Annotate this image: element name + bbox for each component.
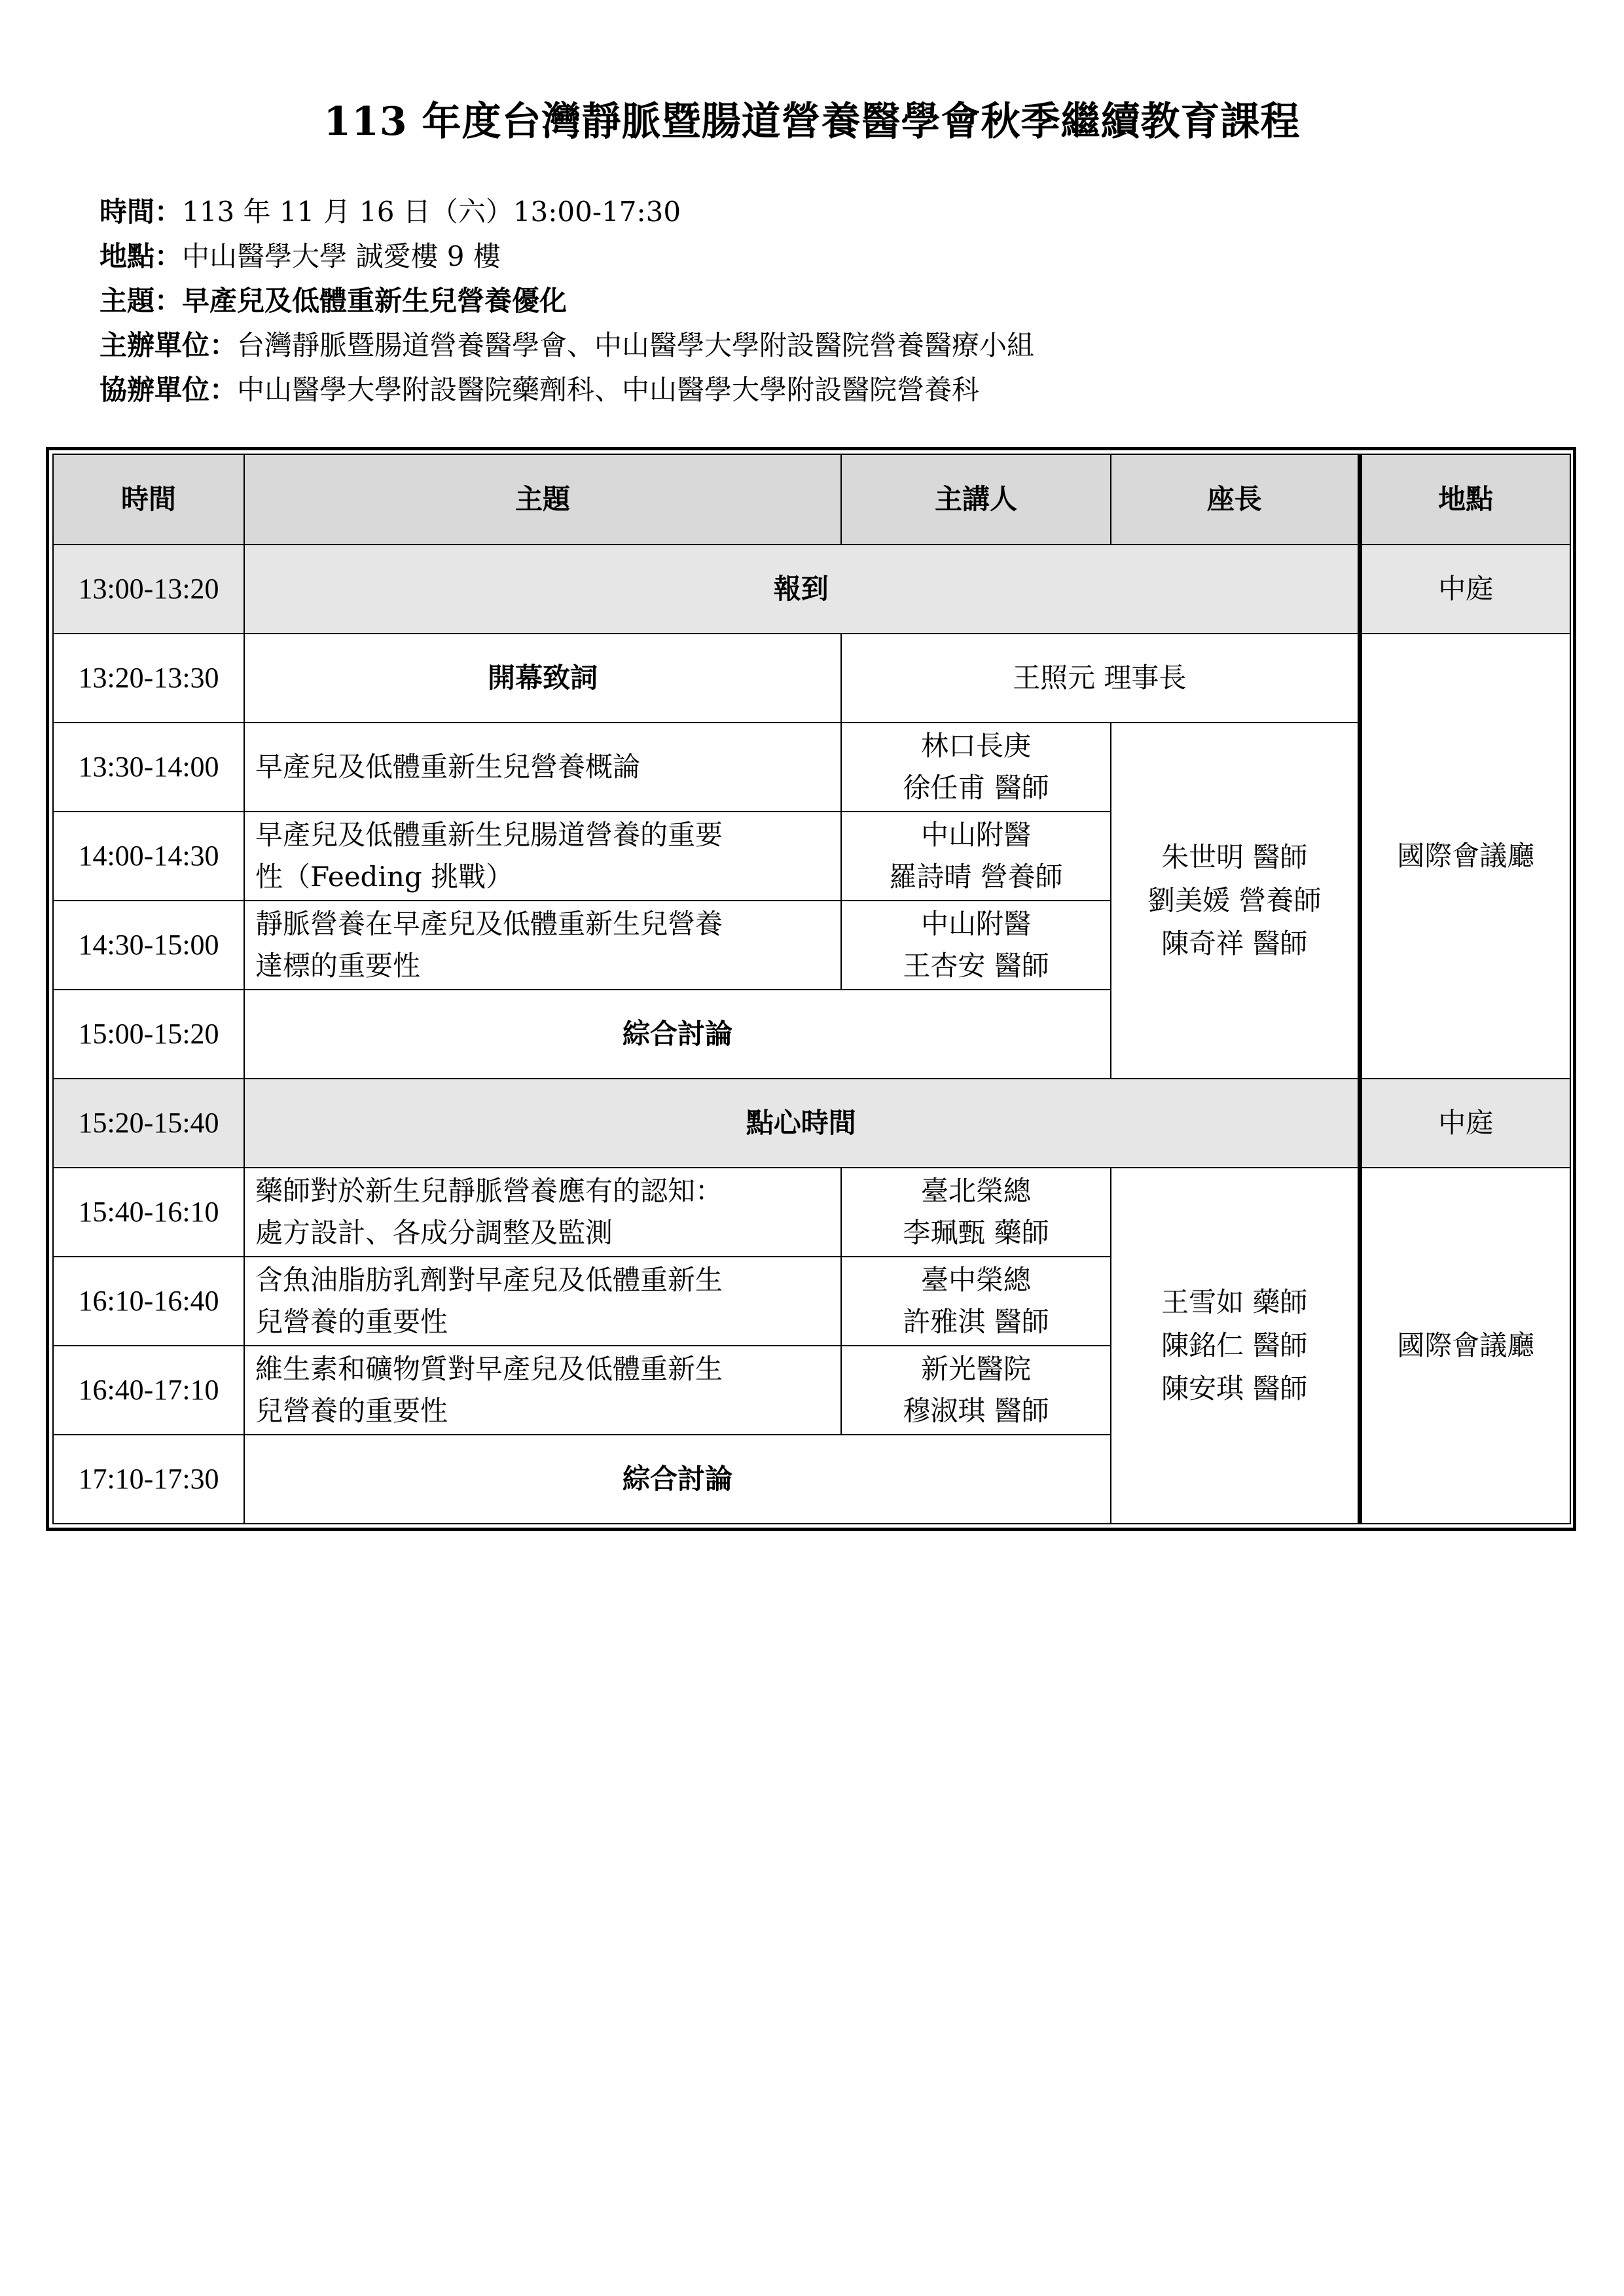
topic-line: 維生素和礦物質對早產兒及低體重新生 — [255, 1352, 723, 1385]
table-header-row — [53, 454, 1570, 545]
row-topic — [244, 901, 841, 990]
table-row — [53, 634, 1570, 723]
row-speaker — [841, 812, 1111, 901]
header-chair: 座長 — [1111, 454, 1360, 545]
schedule-table — [52, 454, 1571, 1524]
info-organizer-value: 台灣靜脈暨腸道營養醫學會、中山醫學大學附設醫院營養醫療小組 — [237, 329, 1035, 361]
chairs-session-1 — [1111, 723, 1360, 1079]
table-row — [53, 1168, 1570, 1257]
row-time: 14:30-15:00 — [53, 901, 244, 990]
speaker-org: 中山附醫 — [920, 818, 1031, 851]
topic-line: 兒營養的重要性 — [255, 1305, 448, 1338]
speaker-org: 林口長庚 — [920, 730, 1031, 762]
page-title: 113 年度台灣靜脈暨腸道營養醫學會秋季繼續教育課程 — [323, 99, 1301, 145]
speaker-name: 許雅淇 醫師 — [903, 1305, 1049, 1338]
info-place-value: 中山醫學大學 誠愛樓 9 樓 — [182, 240, 501, 272]
info-coorganizer — [99, 368, 1034, 412]
row-speaker: 王照元 理事長 — [841, 634, 1360, 723]
row-speaker — [841, 1257, 1111, 1346]
table-row — [53, 1079, 1570, 1168]
row-topic: 綜合討論 — [244, 990, 1111, 1079]
info-coorganizer-label: 協辦單位： — [99, 374, 238, 406]
row-time: 15:00-15:20 — [53, 990, 244, 1079]
row-time: 17:10-17:30 — [53, 1435, 244, 1524]
row-topic — [244, 1346, 841, 1435]
topic-line: 達標的重要性 — [255, 949, 421, 982]
row-topic: 開幕致詞 — [244, 634, 841, 723]
row-topic — [244, 812, 841, 901]
header-speaker: 主講人 — [841, 454, 1111, 545]
info-topic-value: 早產兒及低體重新生兒營養優化 — [182, 285, 568, 317]
topic-line: 兒營養的重要性 — [255, 1394, 448, 1427]
header-time: 時間 — [53, 454, 244, 545]
row-topic: 報到 — [244, 545, 1360, 634]
speaker-name: 徐任甫 醫師 — [903, 772, 1049, 804]
place-main-2: 國際會議廳 — [1360, 1168, 1570, 1524]
header-place: 地點 — [1360, 454, 1570, 545]
info-place — [99, 234, 1034, 279]
info-time — [99, 190, 1034, 234]
speaker-name: 穆淑琪 醫師 — [903, 1394, 1049, 1427]
speaker-name: 李珮甄 藥師 — [903, 1216, 1049, 1249]
chair-name: 王雪如 藥師 — [1161, 1285, 1308, 1318]
row-time: 14:00-14:30 — [53, 812, 244, 901]
chairs-session-2 — [1111, 1168, 1360, 1524]
speaker-org: 臺北榮總 — [920, 1174, 1031, 1207]
row-time: 13:20-13:30 — [53, 634, 244, 723]
place-main-1: 國際會議廳 — [1360, 634, 1570, 1079]
info-time-value: 113 年 11 月 16 日（六）13:00-17:30 — [182, 196, 681, 228]
table-row — [53, 545, 1570, 634]
topic-line: 藥師對於新生兒靜脈營養應有的認知： — [255, 1174, 723, 1207]
row-time: 13:00-13:20 — [53, 545, 244, 634]
info-organizer — [99, 323, 1034, 368]
info-coorganizer-value: 中山醫學大學附設醫院藥劑科、中山醫學大學附設醫院營養科 — [237, 374, 980, 406]
speaker-org: 中山附醫 — [920, 907, 1031, 940]
info-topic-label: 主題： — [99, 285, 183, 317]
chair-name: 陳銘仁 醫師 — [1161, 1329, 1308, 1361]
topic-line: 處方設計、各成分調整及監測 — [255, 1216, 613, 1249]
row-topic: 綜合討論 — [244, 1435, 1111, 1524]
row-speaker — [841, 901, 1111, 990]
row-time: 13:30-14:00 — [53, 723, 244, 812]
row-time: 16:10-16:40 — [53, 1257, 244, 1346]
row-topic — [244, 1257, 841, 1346]
row-time: 16:40-17:10 — [53, 1346, 244, 1435]
topic-line: 靜脈營養在早產兒及低體重新生兒營養 — [255, 907, 723, 940]
event-info — [99, 190, 1034, 412]
chair-name: 陳安琪 醫師 — [1161, 1372, 1308, 1405]
chair-name: 陳奇祥 醫師 — [1161, 927, 1308, 960]
row-time: 15:40-16:10 — [53, 1168, 244, 1257]
speaker-org: 新光醫院 — [920, 1352, 1031, 1385]
chair-name: 劉美媛 營養師 — [1147, 884, 1322, 916]
topic-line: 性（Feeding 挑戰） — [255, 860, 514, 893]
row-speaker — [841, 1346, 1111, 1435]
row-topic — [244, 1168, 841, 1257]
row-place: 中庭 — [1360, 1079, 1570, 1168]
row-speaker — [841, 723, 1111, 812]
speaker-name: 羅詩晴 營養師 — [889, 860, 1063, 893]
info-time-label: 時間： — [99, 196, 183, 228]
topic-line: 含魚油脂肪乳劑對早產兒及低體重新生 — [255, 1263, 723, 1296]
info-topic — [99, 279, 1034, 323]
row-time: 15:20-15:40 — [53, 1079, 244, 1168]
info-place-label: 地點： — [99, 240, 183, 272]
speaker-name: 王杏安 醫師 — [903, 949, 1049, 982]
info-organizer-label: 主辦單位： — [99, 329, 238, 361]
speaker-org: 臺中榮總 — [920, 1263, 1031, 1296]
header-topic: 主題 — [244, 454, 841, 545]
chair-name: 朱世明 醫師 — [1161, 840, 1308, 873]
row-topic: 點心時間 — [244, 1079, 1360, 1168]
row-speaker — [841, 1168, 1111, 1257]
row-place: 中庭 — [1360, 545, 1570, 634]
table-row — [53, 723, 1570, 812]
row-topic: 早產兒及低體重新生兒營養概論 — [244, 723, 841, 812]
topic-line: 早產兒及低體重新生兒腸道營養的重要 — [255, 818, 723, 851]
